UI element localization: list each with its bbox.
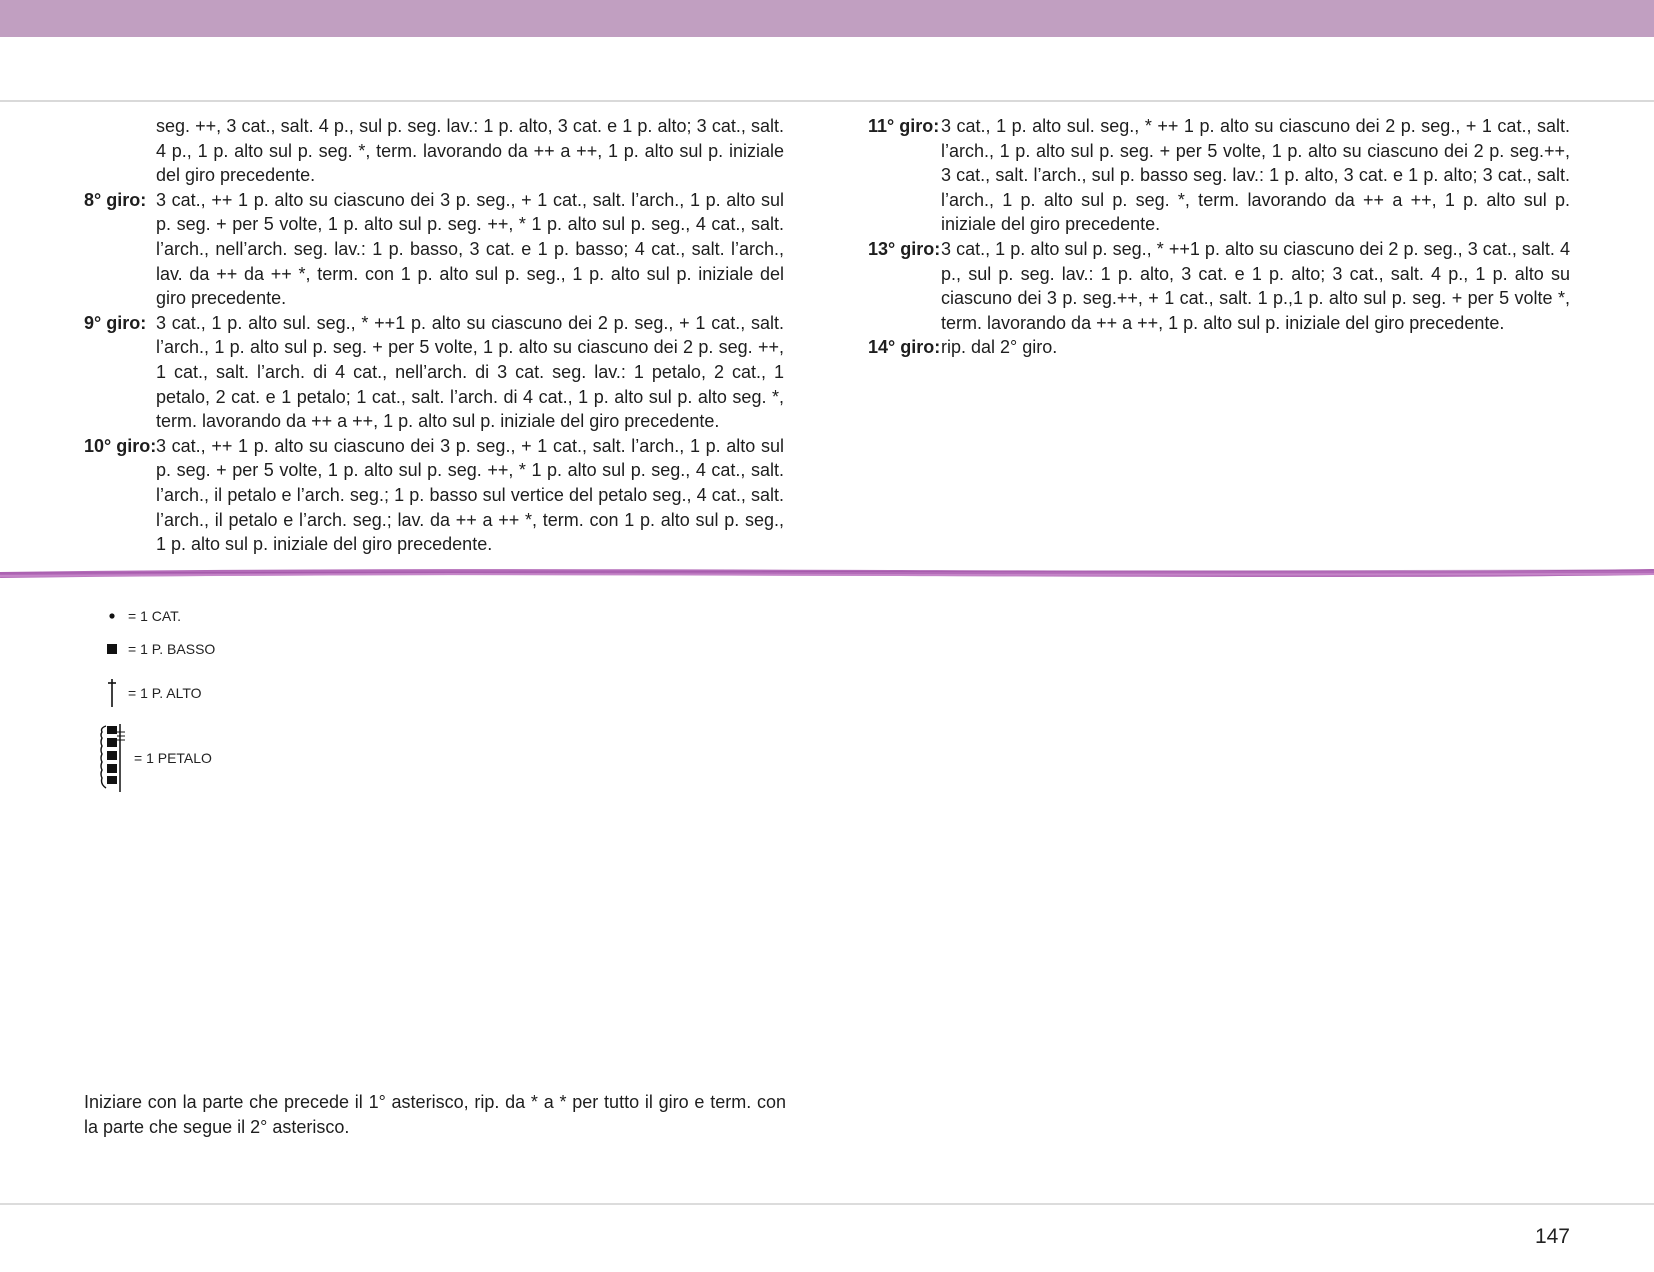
round-8 bbox=[84, 188, 784, 311]
round-text: 3 cat., 1 p. alto sul. seg., * ++1 p. alto su ciascuno dei 2 p. seg., + 1 cat., salt. l’arch., 1 p. alto sul p. seg. + per 5 volte, 1 p. alto su ciascuno dei 2 p. seg. ++, 1 cat., salt. l’arch. di 4 cat., nell’arch. di 3 cat. seg. lav.: 1 petalo, 2 cat., 1 petalo, 2 cat. e 1 petalo; 1 cat., salt. l’arch. di 4 cat., 1 p. alto sul p. alto seg. *, term. lavorando da ++ a ++, 1 p. alto sul p. iniziale del giro precedente. bbox=[156, 312, 784, 432]
round-text: 3 cat., 1 p. alto sul. seg., * ++ 1 p. alto su ciascuno dei 2 p. seg., + 1 cat., salt. l’arch., 1 p. alto sul p. seg. + per 5 volte, 1 p. alto su ciascuno dei 2 p. seg.++, 3 cat., salt. l’arch., sul p. basso seg. lav.: 1 p. alto, 3 cat. e 1 p. alto; 3 cat., salt. l’arch., 1 p. alto sul p. seg. *, term. lavorando da ++ a ++, 1 p. alto sul p. iniziale del giro precedente. bbox=[941, 116, 1570, 235]
single-crochet-square-icon bbox=[96, 643, 128, 655]
right-column bbox=[868, 114, 1570, 360]
petal-cluster-icon bbox=[96, 722, 134, 794]
continuation-paragraph: seg. ++, 3 cat., salt. 4 p., sul p. seg. lav.: 1 p. alto, 3 cat. e 1 p. alto; 3 cat., salt. 4 p., 1 p. alto sul p. seg. *, term. lavorando da ++ a ++, 1 p. alto sul p. iniziale del giro precedente. bbox=[156, 116, 784, 186]
instruction-note: Iniziare con la parte che precede il 1° asterisco, rip. da * a * per tutto il giro e term. con la parte che segue il 2° asterisco. bbox=[84, 1092, 786, 1137]
round-text: 3 cat., ++ 1 p. alto su ciascuno dei 3 p. seg., + 1 cat., salt. l’arch., 1 p. alto sul p. seg. + per 5 volte, 1 p. alto sul p. seg. ++, * 1 p. alto sul p. seg., 4 cat., salt. l’arch., nell’arch. seg. lav.: 1 p. basso, 3 cat. e 1 p. basso; 4 cat., salt. l’arch., lav. da ++ da ++ *, term. con 1 p. alto sul p. seg., 1 p. alto sul p. iniziale del giro precedente. bbox=[156, 189, 784, 309]
yarn-divider bbox=[0, 567, 1654, 581]
round-text: 3 cat., 1 p. alto sul p. seg., * ++1 p. alto su ciascuno dei 2 p. seg., 3 cat., salt. 4 p., sul p. seg. lav.: 1 p. alto, 3 cat. e 1 p. alto; 3 cat., salt. 4 p., 1 p. alto su ciascuno dei 3 p. seg.++, + 1 cat., salt. 1 p.,1 p. alto sul p. seg. + per 5 volte *, term. lavorando da ++ a ++, 1 p. alto sul p. iniziale del giro precedente. bbox=[941, 238, 1570, 333]
legend-label: = 1 P. BASSO bbox=[128, 641, 216, 657]
round-13 bbox=[868, 237, 1570, 335]
page-number: 147 bbox=[1534, 1225, 1570, 1248]
round-label: 11° giro: bbox=[868, 116, 940, 136]
legend-label: = 1 CAT. bbox=[128, 608, 182, 624]
legend-item-double-crochet bbox=[96, 678, 202, 708]
round-14 bbox=[868, 335, 1570, 360]
round-label: 13° giro: bbox=[868, 238, 941, 259]
round-label: 14° giro: bbox=[868, 337, 941, 358]
legend-label: = 1 P. ALTO bbox=[128, 685, 202, 701]
round-label: 9° giro: bbox=[84, 312, 147, 333]
round-11 bbox=[868, 114, 1570, 237]
header-band bbox=[0, 0, 1654, 37]
top-rule bbox=[0, 100, 1654, 102]
left-column bbox=[84, 114, 784, 557]
round-label: 10° giro: bbox=[84, 435, 157, 456]
legend-item-single-crochet bbox=[96, 641, 215, 657]
round-10 bbox=[84, 434, 784, 557]
round-label: 8° giro: bbox=[84, 189, 147, 210]
round-9 bbox=[84, 311, 784, 434]
legend-label: = 1 PETALO bbox=[134, 750, 212, 766]
double-crochet-stick-icon bbox=[96, 678, 128, 708]
legend-item-petal bbox=[96, 722, 212, 794]
round-text: 3 cat., ++ 1 p. alto su ciascuno dei 3 p. seg., + 1 cat., salt. l’arch., 1 p. alto sul p. seg. + per 5 volte, 1 p. alto sul p. seg. ++, * 1 p. alto sul p. seg., 4 cat., salt. l’arch., il petalo e l’arch. seg.; 1 p. basso sul vertice del petalo seg., 4 cat., salt. l’arch., il petalo e l’arch. seg.; lav. da ++ a ++ *, term. con 1 p. alto sul p. seg., 1 p. alto sul p. iniziale del giro precedente. bbox=[156, 435, 784, 555]
legend-item-chain bbox=[96, 608, 181, 624]
bottom-rule bbox=[0, 1203, 1654, 1205]
chain-dot-icon bbox=[96, 611, 128, 621]
round-text: rip. dal 2° giro. bbox=[941, 337, 1058, 358]
